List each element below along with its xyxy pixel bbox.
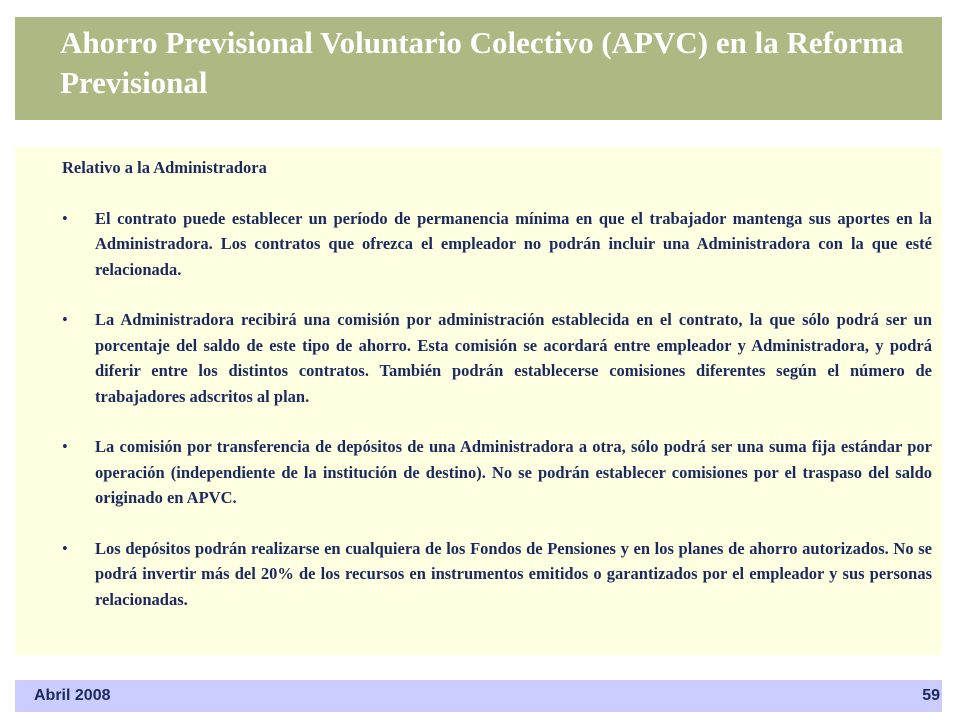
bullet-dot-icon: •: [62, 538, 68, 558]
bullet-dot-icon: •: [62, 437, 68, 456]
bullet-item: [62, 536, 932, 613]
bullet-text: La comisión por transferencia de depósitos de una Administradora a otra, sólo podrá ser una suma fija estándar por operación (independiente de la institución de destino). No se podrán establecer comisiones por el traspaso del saldo originado en APVC.: [95, 437, 932, 507]
slide-title: Ahorro Previsional Voluntario Colectivo (APVC) en la Reforma Previsional: [60, 25, 904, 100]
section-heading: Relativo a la Administradora: [62, 158, 267, 177]
content-panel: [15, 147, 942, 655]
page-number: 59: [922, 687, 940, 704]
bullet-item: [62, 434, 932, 511]
content-body: [62, 155, 932, 612]
bullet-text: La Administradora recibirá una comisión por administración establecida en el contrato, la que sólo podrá ser un porcentaje del saldo de este tipo de ahorro. Esta comisión se acordará entre empleador y Administradora, y podrá diferir entre los distintos contratos. También podrán establecerse comisiones diferentes según el número de trabajadores adscritos al plan.: [95, 310, 932, 406]
bullet-dot-icon: •: [62, 310, 68, 329]
footer-bar: [15, 680, 942, 712]
footer-date: Abril 2008: [34, 687, 111, 704]
title-bar: [15, 17, 942, 120]
bullet-item: [62, 206, 932, 283]
bullet-dot-icon: •: [62, 208, 68, 228]
bullet-list: [62, 206, 932, 613]
bullet-text: Los depósitos podrán realizarse en cualquiera de los Fondos de Pensiones y en los planes de ahorro autorizados. No se podrá invertir más del 20% de los recursos en instrumentos emitidos o garantizados por el empleador y sus personas relacionadas.: [95, 538, 932, 609]
bullet-text: El contrato puede establecer un período de permanencia mínima en que el trabajador mantenga sus aportes en la Administradora. Los contratos que ofrezca el empleador no podrán incluir una Administradora con la que esté relacionada.: [95, 208, 932, 279]
bullet-item: [62, 307, 932, 409]
